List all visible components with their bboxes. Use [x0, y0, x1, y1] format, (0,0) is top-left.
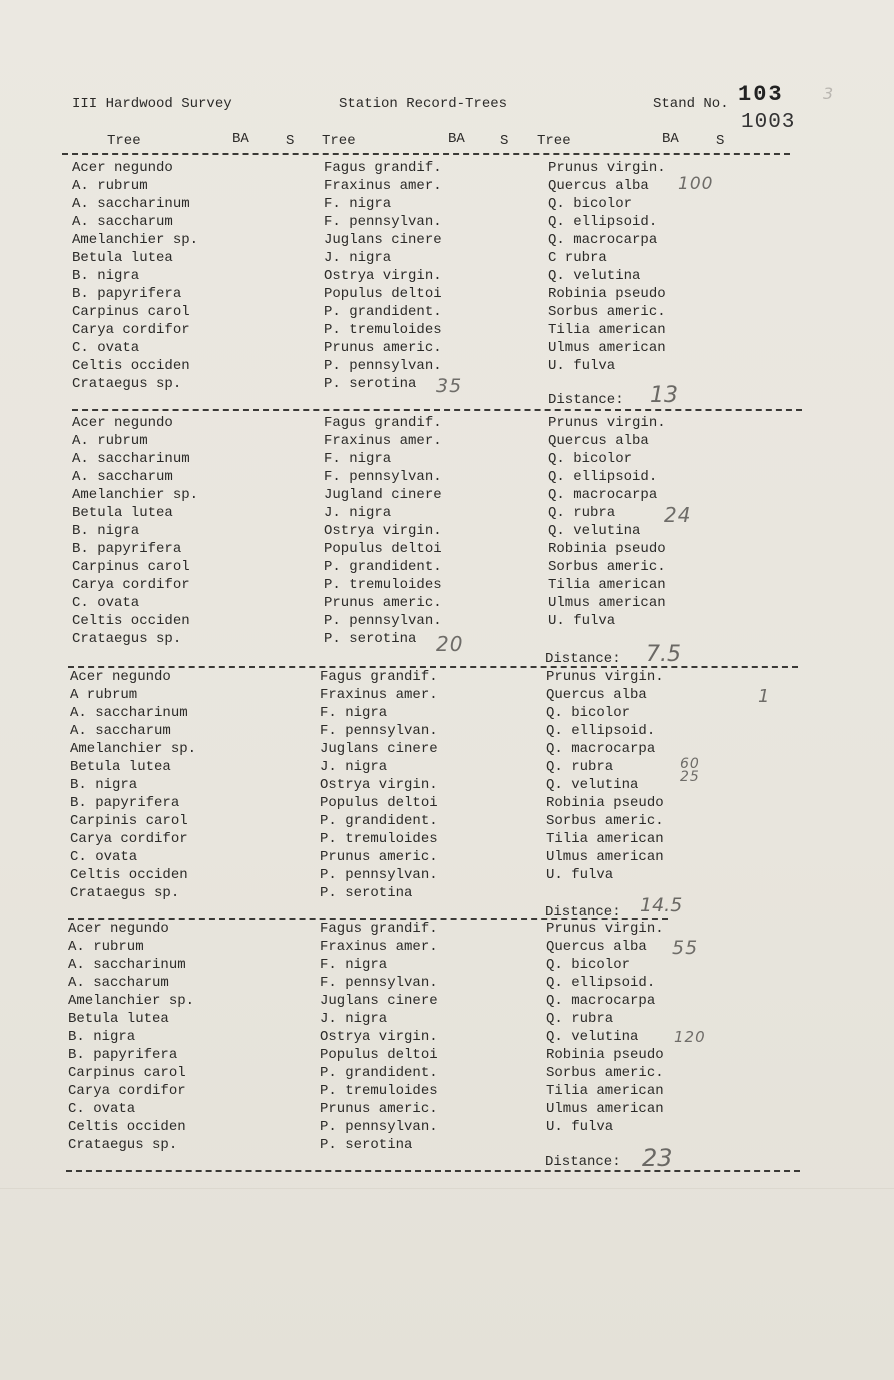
- species-item: A. saccharum: [70, 723, 171, 739]
- col1-list: [70, 668, 196, 902]
- col1-tree-heading: Tree: [107, 133, 141, 149]
- handwritten-note: 35: [436, 375, 463, 397]
- species-item: F. nigra: [324, 451, 392, 467]
- species-item: Q. ellipsoid.: [546, 975, 656, 991]
- species-item: F. pennsylvan.: [324, 469, 442, 485]
- species-item: Q. macrocarpa: [546, 741, 656, 757]
- species-item: Q. macrocarpa: [548, 487, 658, 503]
- distance-label: Distance:: [545, 904, 621, 920]
- species-item: Amelanchier sp.: [70, 741, 197, 757]
- species-item: Ulmus american: [548, 595, 666, 611]
- species-item: Sorbus americ.: [546, 1065, 664, 1081]
- distance-value: 13: [650, 383, 678, 408]
- species-item: Q. rubra: [546, 759, 614, 775]
- species-item: A. saccharum: [72, 469, 173, 485]
- species-item: Crataegus sp.: [72, 631, 182, 647]
- species-item: F. nigra: [320, 705, 388, 721]
- distance-value: 7.5: [646, 642, 681, 667]
- species-item: Quercus alba: [548, 178, 649, 194]
- col2-s-heading: S: [500, 133, 509, 149]
- species-item: Fagus grandif.: [324, 415, 442, 431]
- species-item: A. saccharum: [72, 214, 173, 230]
- species-item: Prunus virgin.: [546, 669, 664, 685]
- species-item: Q. bicolor: [546, 957, 631, 973]
- species-item: A. saccharinum: [72, 196, 190, 212]
- species-item: Crataegus sp.: [72, 376, 182, 392]
- species-item: Sorbus americ.: [548, 559, 666, 575]
- species-item: U. fulva: [546, 1119, 614, 1135]
- species-item: A. saccharum: [68, 975, 169, 991]
- species-item: Q. rubra: [546, 1011, 614, 1027]
- species-item: Fraxinus amer.: [320, 939, 438, 955]
- species-item: Populus deltoi: [324, 286, 442, 302]
- species-item: Jugland cinere: [324, 487, 442, 503]
- species-item: C. ovata: [68, 1101, 136, 1117]
- corner-mark: 3: [823, 84, 835, 103]
- species-item: Amelanchier sp.: [68, 993, 195, 1009]
- stand-number-handwritten: 1003: [741, 111, 796, 134]
- species-item: Q. ellipsoid.: [546, 723, 656, 739]
- species-item: Acer negundo: [72, 160, 173, 176]
- species-item: Q. bicolor: [548, 196, 633, 212]
- paper-fold: [0, 1188, 894, 1189]
- species-item: Q. velutina: [546, 777, 639, 793]
- header-rule: [62, 153, 790, 155]
- handwritten-note: 20: [436, 632, 464, 656]
- col1-ba-heading: BA: [232, 131, 249, 147]
- species-item: Betula lutea: [68, 1011, 169, 1027]
- species-item: Carpinis carol: [70, 813, 188, 829]
- species-item: Amelanchier sp.: [72, 232, 199, 248]
- col3-list: [546, 920, 664, 1136]
- species-item: P. serotina: [324, 376, 417, 392]
- species-item: Q. ellipsoid.: [548, 214, 658, 230]
- species-item: Q. ellipsoid.: [548, 469, 658, 485]
- species-item: Fagus grandif.: [324, 160, 442, 176]
- species-item: B. nigra: [68, 1029, 136, 1045]
- species-item: B. papyrifera: [68, 1047, 178, 1063]
- species-item: Carpinus carol: [72, 559, 190, 575]
- species-item: Prunus americ.: [324, 340, 442, 356]
- col3-tree-heading: Tree: [537, 133, 571, 149]
- species-item: Robinia pseudo: [546, 795, 664, 811]
- distance-label: Distance:: [545, 651, 621, 667]
- species-item: Q. macrocarpa: [546, 993, 656, 1009]
- species-item: Robinia pseudo: [548, 541, 666, 557]
- species-item: Quercus alba: [548, 433, 649, 449]
- species-item: A. saccharinum: [70, 705, 188, 721]
- species-item: Celtis occiden: [68, 1119, 186, 1135]
- species-item: U. fulva: [546, 867, 614, 883]
- species-item: Ulmus american: [546, 1101, 664, 1117]
- species-item: J. nigra: [324, 505, 392, 521]
- col2-list: [320, 920, 438, 1154]
- species-item: C rubra: [548, 250, 607, 266]
- species-item: P. serotina: [320, 1137, 413, 1153]
- species-item: Carpinus carol: [72, 304, 190, 320]
- col2-list: [324, 414, 442, 648]
- species-item: Crataegus sp.: [70, 885, 180, 901]
- species-item: Populus deltoi: [324, 541, 442, 557]
- species-item: Celtis occiden: [70, 867, 188, 883]
- distance-label: Distance:: [545, 1154, 621, 1170]
- species-item: Populus deltoi: [320, 1047, 438, 1063]
- species-item: Acer negundo: [68, 921, 169, 937]
- col1-s-heading: S: [286, 133, 295, 149]
- species-item: Prunus virgin.: [548, 415, 666, 431]
- species-item: Quercus alba: [546, 687, 647, 703]
- species-item: Ostrya virgin.: [320, 1029, 438, 1045]
- species-item: Betula lutea: [72, 250, 173, 266]
- species-item: Q. velutina: [548, 268, 641, 284]
- species-item: Fraxinus amer.: [324, 178, 442, 194]
- species-item: Juglans cinere: [320, 741, 438, 757]
- species-item: Acer negundo: [72, 415, 173, 431]
- species-item: A. saccharinum: [68, 957, 186, 973]
- stand-number-stamp: 103: [738, 82, 784, 107]
- species-item: Juglans cinere: [320, 993, 438, 1009]
- species-item: Quercus alba: [546, 939, 647, 955]
- species-item: C. ovata: [72, 595, 140, 611]
- species-item: Carpinus carol: [68, 1065, 186, 1081]
- species-item: Prunus virgin.: [546, 921, 664, 937]
- species-item: Ostrya virgin.: [324, 523, 442, 539]
- species-item: P. grandident.: [324, 304, 442, 320]
- col3-list: [546, 668, 664, 884]
- col2-list: [320, 668, 438, 902]
- species-item: P. tremuloides: [324, 322, 442, 338]
- species-item: P. serotina: [324, 631, 417, 647]
- col1-list: [72, 159, 198, 393]
- species-item: U. fulva: [548, 358, 616, 374]
- species-item: Fraxinus amer.: [324, 433, 442, 449]
- species-item: Celtis occiden: [72, 613, 190, 629]
- species-item: Q. bicolor: [546, 705, 631, 721]
- col2-ba-heading: BA: [448, 131, 465, 147]
- species-item: P. serotina: [320, 885, 413, 901]
- stand-label: Stand No.: [653, 96, 729, 112]
- species-item: F. pennsylvan.: [320, 723, 438, 739]
- species-item: Betula lutea: [72, 505, 173, 521]
- handwritten-note: 100: [678, 174, 714, 194]
- species-item: P. pennsylvan.: [324, 358, 442, 374]
- species-item: Prunus americ.: [320, 849, 438, 865]
- species-item: P. grandident.: [320, 813, 438, 829]
- handwritten-note: 120: [674, 1028, 706, 1046]
- species-item: A. rubrum: [72, 178, 148, 194]
- col3-ba-heading: BA: [662, 131, 679, 147]
- species-item: B. papyrifera: [70, 795, 180, 811]
- handwritten-note: 1: [758, 686, 771, 707]
- species-item: Acer negundo: [70, 669, 171, 685]
- species-item: Betula lutea: [70, 759, 171, 775]
- col2-list: [324, 159, 442, 393]
- species-item: A. rubrum: [72, 433, 148, 449]
- species-item: Amelanchier sp.: [72, 487, 199, 503]
- species-item: F. nigra: [324, 196, 392, 212]
- species-item: P. grandident.: [324, 559, 442, 575]
- species-item: Tilia american: [546, 1083, 664, 1099]
- species-item: P. pennsylvan.: [320, 1119, 438, 1135]
- species-item: Carya cordifor: [72, 322, 190, 338]
- species-item: B. nigra: [70, 777, 138, 793]
- distance-label: Distance:: [548, 392, 624, 408]
- species-item: Robinia pseudo: [548, 286, 666, 302]
- col3-s-heading: S: [716, 133, 725, 149]
- species-item: P. grandident.: [320, 1065, 438, 1081]
- species-item: Sorbus americ.: [546, 813, 664, 829]
- species-item: Fraxinus amer.: [320, 687, 438, 703]
- block-rule-4: [66, 1170, 800, 1172]
- species-item: Q. bicolor: [548, 451, 633, 467]
- species-item: F. pennsylvan.: [320, 975, 438, 991]
- species-item: Crataegus sp.: [68, 1137, 178, 1153]
- species-item: Ostrya virgin.: [320, 777, 438, 793]
- species-item: P. tremuloides: [320, 831, 438, 847]
- species-item: B. nigra: [72, 268, 140, 284]
- species-item: B. nigra: [72, 523, 140, 539]
- species-item: F. nigra: [320, 957, 388, 973]
- handwritten-note: 55: [672, 937, 699, 959]
- species-item: Populus deltoi: [320, 795, 438, 811]
- species-item: J. nigra: [320, 1011, 388, 1027]
- species-item: Prunus americ.: [320, 1101, 438, 1117]
- species-item: J. nigra: [320, 759, 388, 775]
- species-item: Q. rubra: [548, 505, 616, 521]
- species-item: Fagus grandif.: [320, 921, 438, 937]
- species-item: Carya cordifor: [72, 577, 190, 593]
- species-item: Celtis occiden: [72, 358, 190, 374]
- species-item: Carya cordifor: [68, 1083, 186, 1099]
- species-item: B. papyrifera: [72, 286, 182, 302]
- species-item: Q. macrocarpa: [548, 232, 658, 248]
- handwritten-note: 60: [680, 756, 700, 772]
- species-item: Sorbus americ.: [548, 304, 666, 320]
- col2-tree-heading: Tree: [322, 133, 356, 149]
- species-item: A. rubrum: [68, 939, 144, 955]
- handwritten-note: 25: [680, 769, 700, 785]
- species-item: A rubrum: [70, 687, 138, 703]
- species-item: A. saccharinum: [72, 451, 190, 467]
- record-title: Station Record-Trees: [339, 96, 508, 112]
- block-rule-1: [72, 409, 802, 411]
- species-item: P. pennsylvan.: [320, 867, 438, 883]
- species-item: Prunus virgin.: [548, 160, 666, 176]
- species-item: U. fulva: [548, 613, 616, 629]
- species-item: B. papyrifera: [72, 541, 182, 557]
- species-item: Tilia american: [548, 577, 666, 593]
- distance-value: 14.5: [640, 894, 683, 916]
- species-item: Prunus americ.: [324, 595, 442, 611]
- distance-value: 23: [642, 1144, 673, 1172]
- species-item: F. pennsylvan.: [324, 214, 442, 230]
- species-item: Tilia american: [548, 322, 666, 338]
- species-item: Robinia pseudo: [546, 1047, 664, 1063]
- col1-list: [72, 414, 198, 648]
- col3-list: [548, 159, 666, 375]
- species-item: C. ovata: [72, 340, 140, 356]
- species-item: J. nigra: [324, 250, 392, 266]
- handwritten-note: 24: [664, 503, 692, 527]
- species-item: C. ovata: [70, 849, 138, 865]
- species-item: P. tremuloides: [324, 577, 442, 593]
- species-item: Q. velutina: [548, 523, 641, 539]
- col1-list: [68, 920, 194, 1154]
- species-item: Ulmus american: [546, 849, 664, 865]
- species-item: Ulmus american: [548, 340, 666, 356]
- survey-title: III Hardwood Survey: [72, 96, 232, 112]
- species-item: P. pennsylvan.: [324, 613, 442, 629]
- species-item: Q. velutina: [546, 1029, 639, 1045]
- species-item: Fagus grandif.: [320, 669, 438, 685]
- species-item: Juglans cinere: [324, 232, 442, 248]
- species-item: P. tremuloides: [320, 1083, 438, 1099]
- species-item: Tilia american: [546, 831, 664, 847]
- col3-list: [548, 414, 666, 630]
- species-item: Ostrya virgin.: [324, 268, 442, 284]
- species-item: Carya cordifor: [70, 831, 188, 847]
